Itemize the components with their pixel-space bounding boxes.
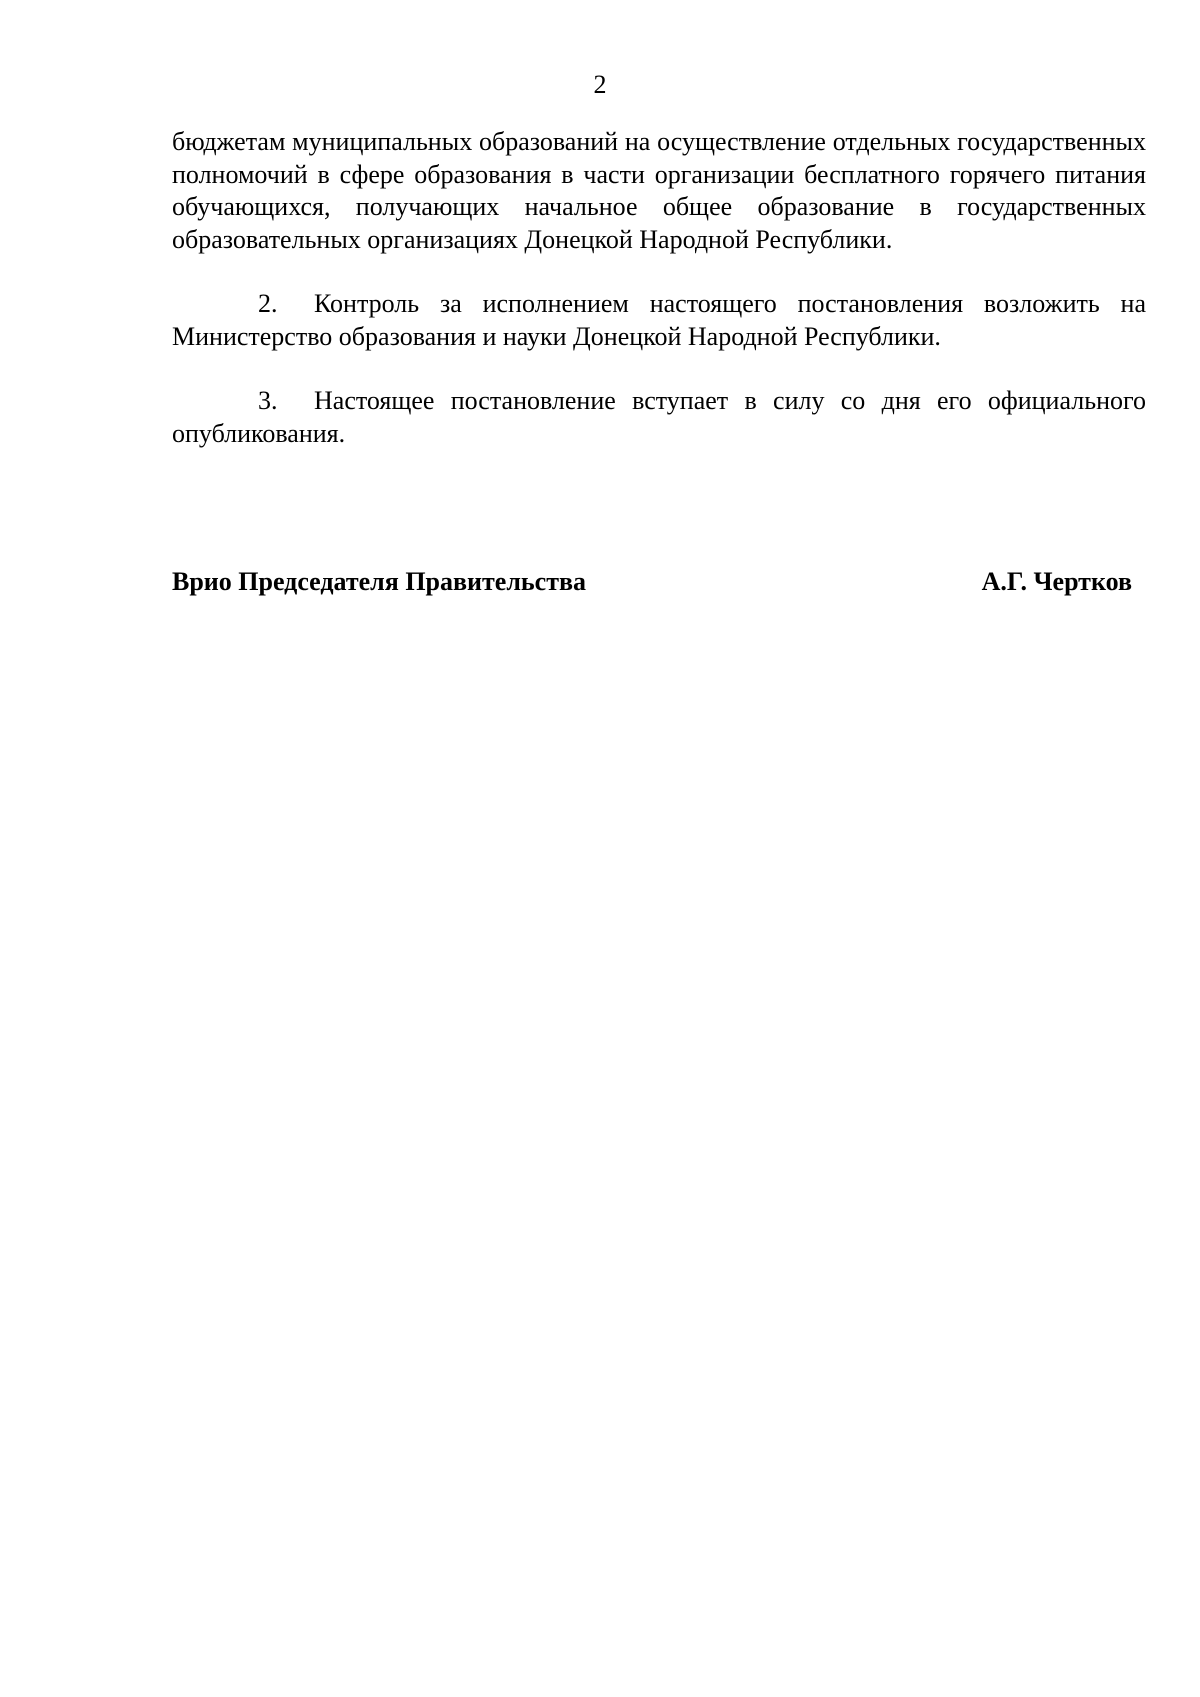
- paragraph-item-3-number: 3.: [258, 386, 278, 415]
- paragraph-item-2-text: Контроль за исполнением настоящего постановления возложить на Министерство образования и науки Донецкой Народной Республики.: [172, 289, 1146, 351]
- paragraph-item-2: [172, 288, 1146, 353]
- paragraph-item-3: [172, 385, 1146, 450]
- page-number: 2: [593, 70, 607, 99]
- document-body: [172, 126, 1146, 450]
- continuation-paragraph: бюджетам муниципальных образований на осуществление отдельных государственных полномочий в сфере образования в части организации бесплатного горячего питания обучающихся, получающих начальное общее образование в государственных образовательных организациях Донецкой Народной Республики.: [172, 127, 1146, 254]
- signatory-position: Врио Председателя Правительства: [172, 567, 587, 596]
- paragraph-item-3-text: Настоящее постановление вступает в силу со дня его официального опубликования.: [172, 386, 1146, 448]
- signatory-name: А.Г. Чертков: [981, 567, 1132, 596]
- paragraph-item-2-number: 2.: [258, 289, 278, 318]
